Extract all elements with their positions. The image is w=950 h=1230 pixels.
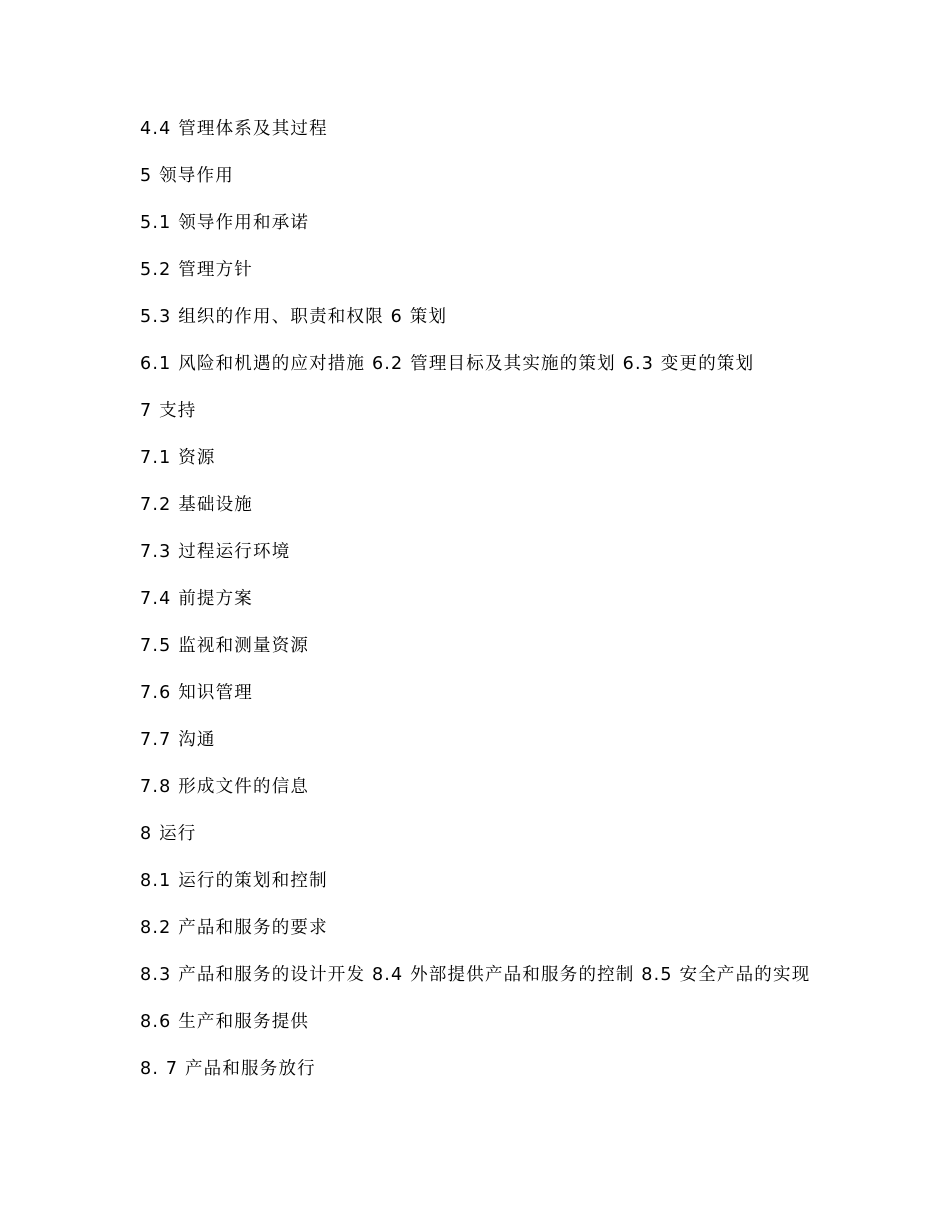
toc-entry: 4.4 管理体系及其过程: [140, 119, 328, 139]
toc-entry: 8. 7 产品和服务放行: [140, 1059, 316, 1079]
toc-entry: 7.4 前提方案: [140, 589, 253, 609]
toc-entry: 5 领导作用: [140, 166, 234, 186]
toc-entry: 7.7 沟通: [140, 730, 216, 750]
toc-entry: 5.3 组织的作用、职责和权限 6 策划: [140, 307, 448, 327]
toc-entry: 8.2 产品和服务的要求: [140, 918, 328, 938]
toc-entry: 7.3 过程运行环境: [140, 542, 291, 562]
toc-entry: 7 支持: [140, 401, 197, 421]
toc-entry: 8.6 生产和服务提供: [140, 1012, 310, 1032]
toc-entry: 8.1 运行的策划和控制: [140, 871, 328, 891]
toc-entry: 8 运行: [140, 824, 197, 844]
toc-entry: 7.1 资源: [140, 448, 216, 468]
toc-entry: 7.2 基础设施: [140, 495, 253, 515]
toc-entry: 7.6 知识管理: [140, 683, 253, 703]
toc-entry: 5.1 领导作用和承诺: [140, 213, 310, 233]
toc-entry: 5.2 管理方针: [140, 260, 253, 280]
toc-entry: 8.3 产品和服务的设计开发 8.4 外部提供产品和服务的控制 8.5 安全产品的实现: [140, 965, 811, 985]
toc-entry: 7.5 监视和测量资源: [140, 636, 310, 656]
toc-entry: 7.8 形成文件的信息: [140, 777, 310, 797]
toc-entry: 6.1 风险和机遇的应对措施 6.2 管理目标及其实施的策划 6.3 变更的策划: [140, 354, 755, 374]
table-of-contents: [140, 116, 820, 1103]
